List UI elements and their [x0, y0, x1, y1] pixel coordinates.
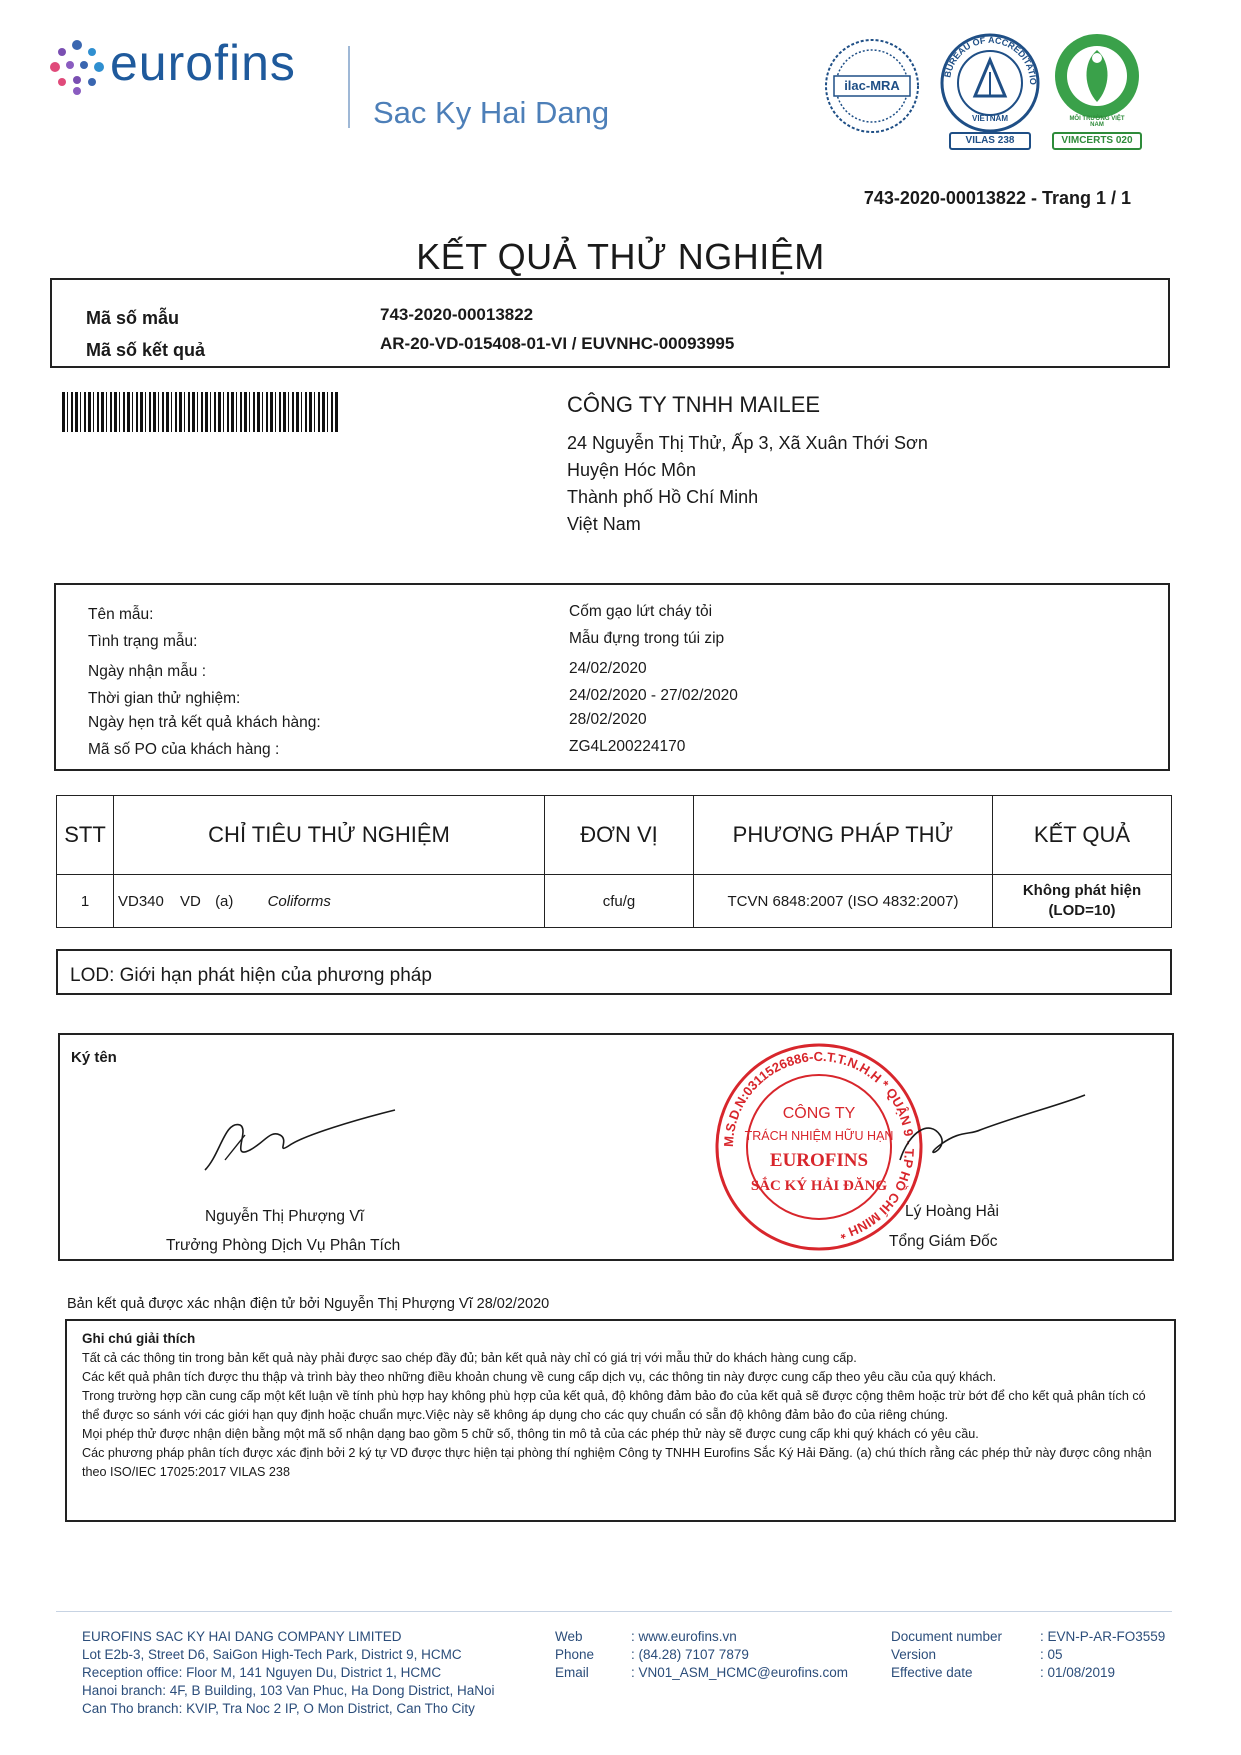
- footer-company: [82, 1628, 494, 1718]
- footer-company-line: Hanoi branch: 4F, B Building, 103 Van Phuc, Ha Dong District, HaNoi: [82, 1683, 495, 1698]
- cell-parameter-accredited: (a): [215, 892, 234, 910]
- footer-contact-label: Phone: [555, 1647, 595, 1662]
- info-label: Thời gian thử nghiệm:: [88, 690, 241, 707]
- sample-id-value: 743-2020-00013822: [380, 305, 534, 324]
- brand-name: eurofins: [110, 35, 296, 91]
- note-line: Mọi phép thử được nhận diện bằng một mã số nhận dạng bao gồm 5 chữ số, thông tin mô tả của các phép thử này sẽ được cung cấp khi quý khách có yêu cầu.: [82, 1427, 979, 1441]
- info-value: ZG4L200224170: [569, 738, 686, 755]
- footer-divider: [56, 1611, 1172, 1612]
- page-reference: 743-2020-00013822 - Trang 1 / 1: [863, 188, 1131, 208]
- vilas-tag: VILAS 238: [949, 132, 1031, 150]
- svg-text:BUREAU OF ACCREDITATION: [935, 28, 1038, 85]
- footer-contact-labels: [555, 1628, 594, 1682]
- footer-doc-labels: [891, 1628, 1002, 1682]
- signer-left-title: Trưởng Phòng Dịch Vụ Phân Tích: [166, 1237, 401, 1254]
- info-value: 28/02/2020: [569, 711, 647, 728]
- results-table: [56, 795, 1172, 928]
- footer-web-link[interactable]: : www.eurofins.vn: [631, 1629, 737, 1644]
- col-header-method: PHƯƠNG PHÁP THỬ: [694, 796, 993, 875]
- note-line: Tất cả các thông tin trong bản kết quả này phải được sao chép đầy đủ; bản kết quả này chỉ có giá trị với mẫu thử do khách hàng cung cấp.: [82, 1351, 857, 1365]
- footer-company-line: Can Tho branch: KVIP, Tra Noc 2 IP, O Mon District, Can Tho City: [82, 1701, 475, 1716]
- signer-right-title: Tổng Giám Đốc: [889, 1233, 998, 1250]
- col-header-result: KẾT QUẢ: [993, 796, 1172, 875]
- cell-unit: cfu/g: [545, 875, 694, 928]
- result-id-value: AR-20-VD-015408-01-VI / EUVNHC-00093995: [380, 334, 735, 353]
- signer-right-name: Lý Hoàng Hải: [905, 1203, 999, 1220]
- boa-country: VIETNAM: [972, 114, 1008, 123]
- info-label: Tên mẫu:: [88, 606, 154, 623]
- footer-doc-label: Effective date: [891, 1665, 973, 1680]
- info-value: Mẫu đựng trong túi zip: [569, 630, 725, 647]
- brand-subname: Sac Ky Hai Dang: [373, 95, 610, 130]
- signature-right-icon: [880, 1090, 1090, 1180]
- footer-doc-values: [1040, 1628, 1165, 1682]
- notes-body: [82, 1349, 1164, 1482]
- footer-company-line: Reception office: Floor M, 141 Nguyen Du, District 1, HCMC: [82, 1665, 442, 1680]
- footer-contact-values: [631, 1628, 848, 1682]
- info-value: Cốm gạo lứt cháy tỏi: [569, 603, 713, 620]
- eurofins-dots-logo-icon: [48, 38, 106, 96]
- boa-accreditation-seal-icon: [935, 28, 1045, 148]
- cell-method: TCVN 6848:2007 (ISO 4832:2007): [694, 875, 993, 928]
- info-value: 24/02/2020: [569, 660, 647, 677]
- signature-left-icon: [195, 1100, 405, 1180]
- col-header-parameter: CHỈ TIÊU THỬ NGHIỆM: [114, 796, 545, 875]
- footer-doc-value: : EVN-P-AR-FO3559: [1040, 1629, 1166, 1644]
- stamp-line: CÔNG TY: [782, 1105, 856, 1122]
- table-row: [57, 875, 1172, 928]
- note-line: Các kết quả phân tích được thu thập và trình bày theo những điều khoản chung về cung cấp dịch vụ, các thông tin này được cung cấp theo yêu cầu của quý khách.: [82, 1370, 997, 1384]
- info-label: Ngày hẹn trả kết quả khách hàng:: [88, 714, 321, 731]
- signer-left-name: Nguyễn Thị Phượng Vĩ: [205, 1208, 364, 1225]
- note-line: Trong trường hợp cần cung cấp một kết luận về tính phù hợp hay không phù hợp của kết quả, độ không đảm bảo đo của kết quả sẽ được cộng thêm hoặc trừ bớt để cho kết quả phân tích có thể được so sánh với các giới hạn quy định hoặc chuẩn mực.Việc này sẽ không áp dụng cho các quy chuẩn có sẵn độ không đảm bảo đo của riêng chúng.: [82, 1389, 1146, 1422]
- cell-result: [993, 875, 1172, 928]
- client-address-line: Huyện Hóc Môn: [567, 460, 697, 480]
- stamp-line: EUROFINS: [769, 1150, 869, 1171]
- cell-parameter-code: VD340: [118, 892, 164, 910]
- table-header-row: [57, 796, 1172, 875]
- ids-box: [50, 278, 1170, 368]
- boa-ring-text: BUREAU OF ACCREDITATIO: [942, 34, 1039, 86]
- info-value: 24/02/2020 - 27/02/2020: [569, 687, 738, 704]
- footer-doc-label: Version: [891, 1647, 937, 1662]
- stamp-line: SẮC KÝ HẢI ĐĂNG: [750, 1178, 888, 1194]
- barcode-icon: [62, 392, 340, 432]
- e-verification-note: Bản kết quả được xác nhận điện tử bởi Nguyễn Thị Phượng Vĩ 28/02/2020: [67, 1296, 550, 1312]
- info-label: Mã số PO của khách hàng :: [88, 741, 280, 758]
- document-title: KẾT QUẢ THỬ NGHIỆM: [416, 236, 825, 277]
- note-line: Các phương pháp phân tích được xác định bởi 2 ký tự VD được thực hiện tại phòng thí nghiệm Công ty TNHH Eurofins Sắc Ký Hải Đăng. (a) chú thích rằng các phép thử này được công nhận theo ISO/IEC 17025:2017 VILAS 238: [82, 1446, 1152, 1479]
- footer-email-link[interactable]: : VN01_ASM_HCMC@eurofins.com: [631, 1665, 849, 1680]
- col-header-unit: ĐƠN VỊ: [545, 796, 694, 875]
- ilac-label: ilac-MRA: [844, 78, 900, 93]
- stamp-ring-text: M.S.D.N:0311526886-C.T.T.N.H.H * QUẬN 9 - T.P HỒ CHÍ MINH *: [720, 1048, 918, 1243]
- cell-parameter: [114, 875, 545, 928]
- client-name: CÔNG TY TNHH MAILEE: [567, 392, 821, 417]
- col-header-stt: STT: [57, 796, 114, 875]
- info-label: Tình trạng mẫu:: [88, 633, 198, 650]
- footer-doc-label: Document number: [891, 1629, 1003, 1644]
- footer-doc-value: : 05: [1040, 1647, 1063, 1662]
- cell-stt: 1: [57, 875, 114, 928]
- signature-heading: Ký tên: [71, 1049, 117, 1066]
- footer-contact-label: Email: [555, 1665, 589, 1680]
- client-address-line: 24 Nguyễn Thị Thử, Ấp 3, Xã Xuân Thới Sơn: [567, 433, 928, 453]
- lod-note: LOD: Giới hạn phát hiện của phương pháp: [70, 965, 432, 986]
- vimcerts-ring-text: MÔI TRƯỜNG VIỆT NAM: [1069, 116, 1125, 128]
- client-address-line: Thành phố Hồ Chí Minh: [567, 487, 759, 507]
- cell-result-note: (LOD=10): [1048, 902, 1116, 919]
- footer-contact-label: Web: [555, 1629, 583, 1644]
- footer-company-line: EUROFINS SAC KY HAI DANG COMPANY LIMITED: [82, 1629, 402, 1644]
- vimcerts-tag: VIMCERTS 020: [1052, 132, 1142, 150]
- result-id-label: Mã số kết quả: [86, 340, 206, 360]
- cell-parameter-name: Coliforms: [267, 892, 331, 910]
- client-address-line: Việt Nam: [567, 514, 641, 534]
- stamp-line: TRÁCH NHIỆM HỮU HẠN: [744, 1129, 894, 1143]
- footer-company-line: Lot E2b-3, Street D6, SaiGon High-Tech Park, District 9, HCMC: [82, 1647, 462, 1662]
- vimcerts-seal-icon: [1052, 28, 1142, 148]
- ilac-mra-seal-icon: [822, 36, 922, 136]
- footer-phone: : (84.28) 7107 7879: [631, 1647, 749, 1662]
- info-label: Ngày nhận mẫu :: [88, 663, 207, 680]
- logo-divider: [348, 46, 350, 128]
- sample-id-label: Mã số mẫu: [86, 308, 180, 328]
- notes-title: Ghi chú giải thích: [82, 1331, 196, 1346]
- cell-result-value: Không phát hiện: [1022, 882, 1142, 899]
- cell-parameter-lab: VD: [180, 892, 201, 910]
- footer-doc-value: : 01/08/2019: [1040, 1665, 1116, 1680]
